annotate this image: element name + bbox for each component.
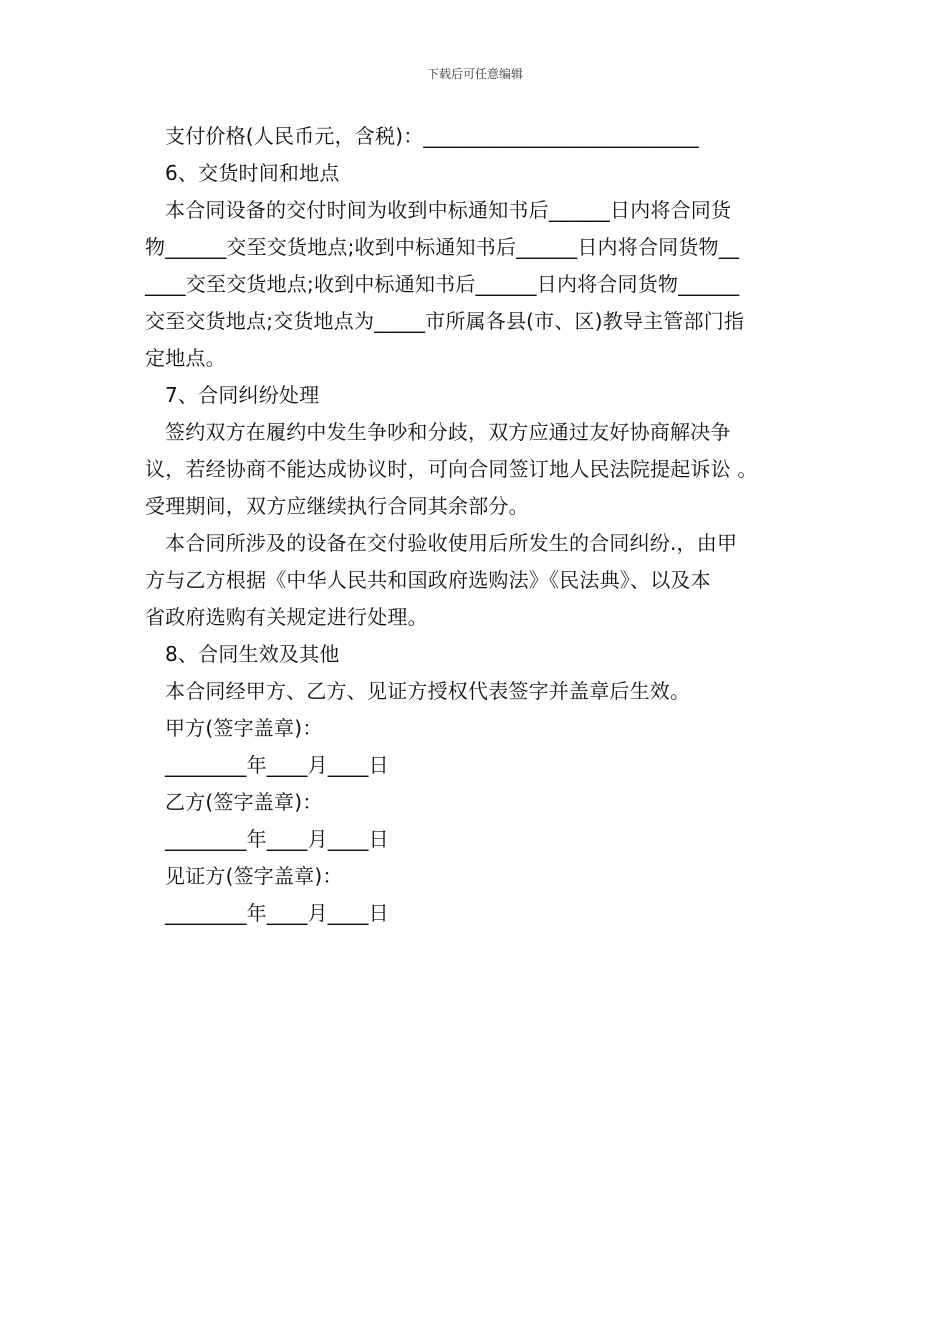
delivery-paragraph-line-2: 物______交至交货地点;收到中标通知书后______日内将合同货物__ [145, 235, 740, 259]
party-b-date-line: ________年____月____日 [165, 827, 389, 851]
dispute-paragraph2-line-2: 方与乙方根据《中华人民共和国政府选购法》《民法典》、以及本 [145, 568, 711, 592]
delivery-paragraph-line-5: 定地点。 [145, 346, 226, 370]
witness-signature-label: 见证方(签字盖章)： [165, 864, 343, 888]
document-body [145, 118, 810, 932]
party-b-signature-label: 乙方(签字盖章)： [165, 790, 323, 814]
section-7-heading: 7、合同纠纷处理 [165, 383, 320, 407]
dispute-paragraph2-line-1: 本合同所涉及的设备在交付验收使用后所发生的合同纠纷.，由甲 [165, 531, 738, 555]
section-6-heading: 6、交货时间和地点 [165, 161, 340, 185]
delivery-paragraph-line-4: 交至交货地点;交货地点为_____市所属各县(市、区)教导主管部门指 [145, 309, 745, 333]
dispute-paragraph-line-3: 受理期间，双方应继续执行合同其余部分。 [145, 494, 529, 518]
payment-price-line: 支付价格(人民币元，含税)：___________________________ [165, 124, 699, 148]
party-a-signature-label: 甲方(签字盖章)： [165, 716, 323, 740]
party-a-date-line: ________年____月____日 [165, 753, 389, 777]
dispute-paragraph2-line-3: 省政府选购有关规定进行处理。 [145, 605, 428, 629]
dispute-paragraph-line-1: 签约双方在履约中发生争吵和分歧，双方应通过友好协商解决争 [165, 420, 731, 444]
delivery-paragraph-line-1: 本合同设备的交付时间为收到中标通知书后______日内将合同货 [165, 198, 732, 222]
delivery-paragraph-line-3: ____交至交货地点;收到中标通知书后______日内将合同货物______ [145, 272, 740, 296]
page-header: 下载后可任意编辑 [426, 67, 523, 81]
effective-clause: 本合同经甲方、乙方、见证方授权代表签字并盖章后生效。 [165, 679, 691, 703]
witness-date-line: ________年____月____日 [165, 901, 389, 925]
dispute-paragraph-line-2: 议，若经协商不能达成协议时，可向合同签订地人民法院提起诉讼 。 [145, 457, 758, 481]
section-8-heading: 8、合同生效及其他 [165, 642, 340, 666]
